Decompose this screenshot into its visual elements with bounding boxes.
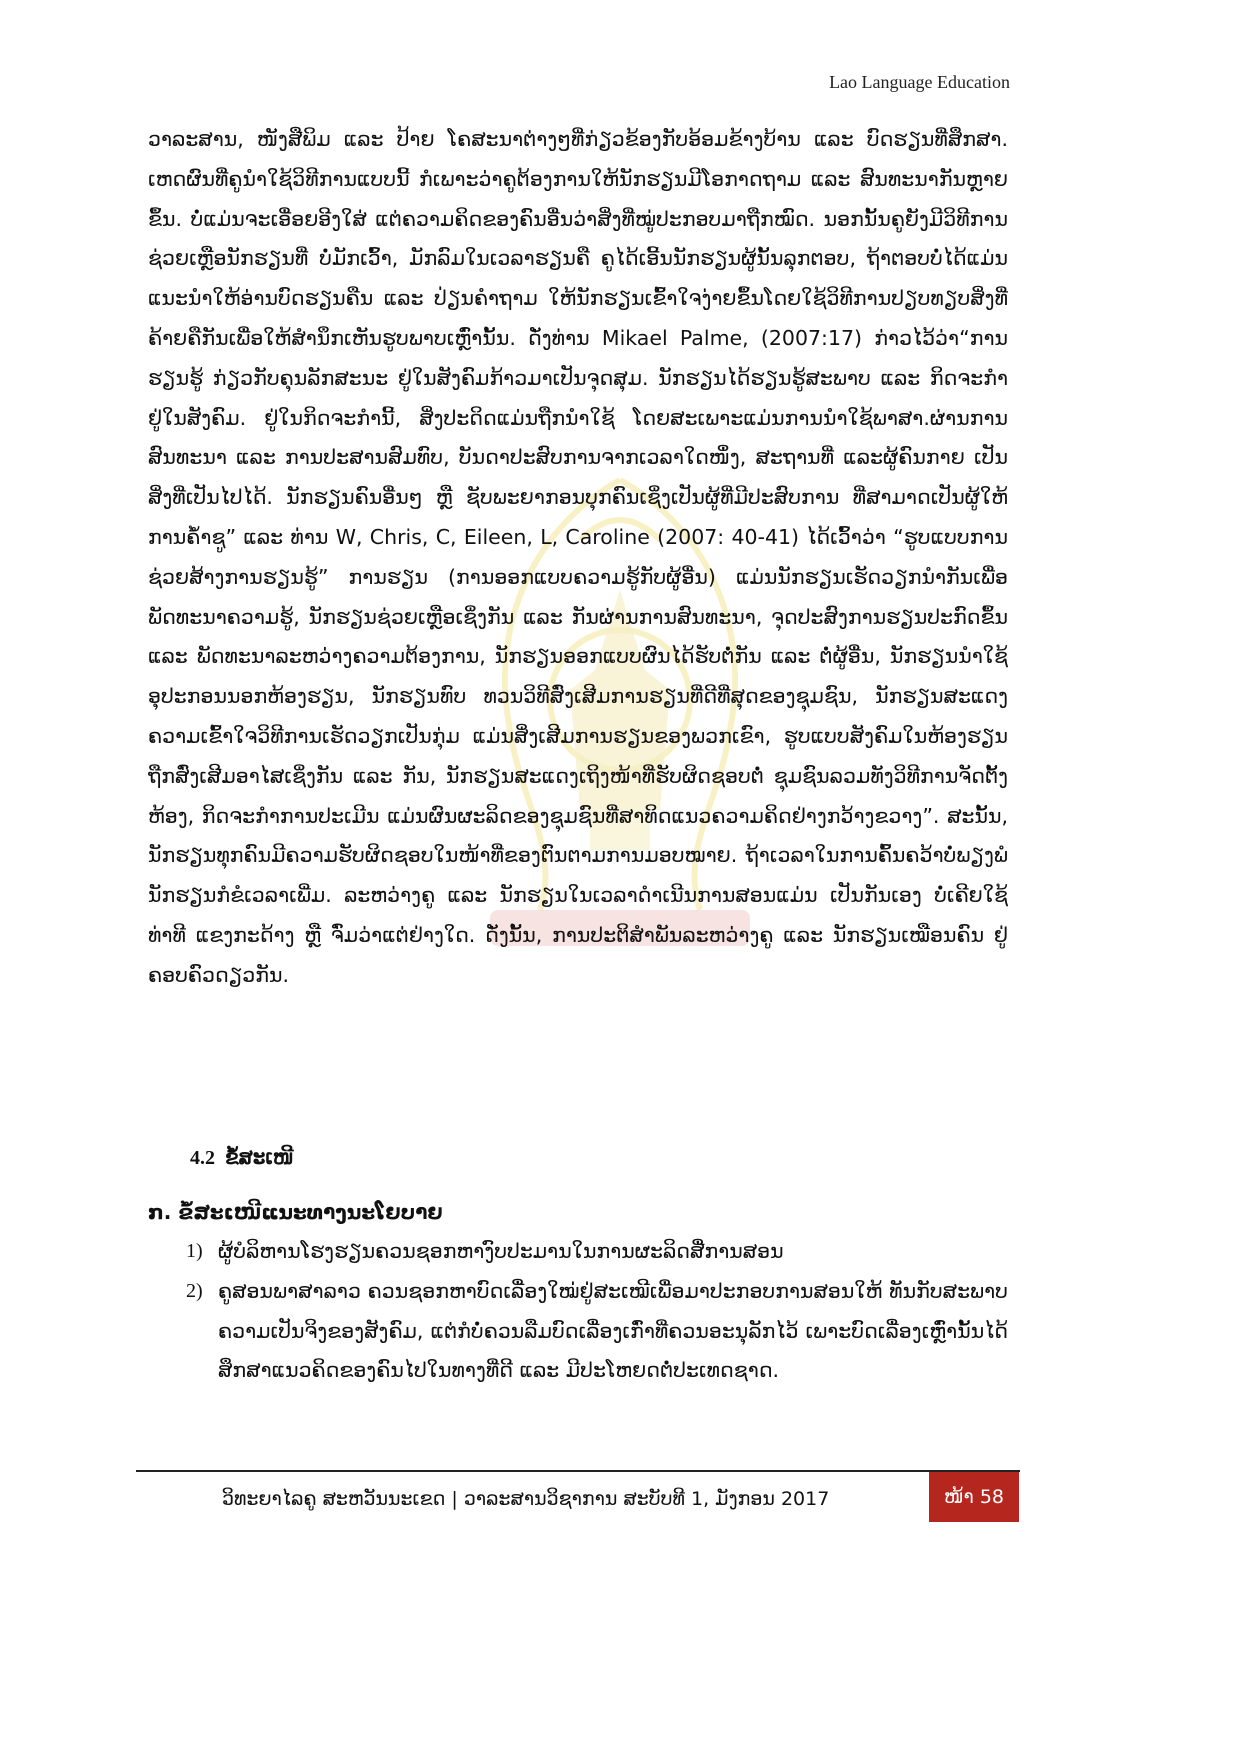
page-number-badge: ໜ້າ 58 — [929, 1472, 1019, 1522]
recommendation-list — [186, 1232, 1008, 1391]
recommendations-subheading: ກ. ຂໍ້ສະເໜີແນະທາງນະໂຍບາຍ — [148, 1200, 443, 1224]
running-head: Lao Language Education — [829, 72, 1010, 92]
section-title: ຂໍ້ສະເໜີ — [225, 1147, 294, 1169]
list-item-text: ຄູສອນພາສາລາວ ຄວນຊອກຫາບົດເລື່ອງໃໝ່ຢູ່ສະເໝີເພື່ອມາປະກອບການສອນໃຫ້ ທັນກັບສະພາບຄວາມເປັນຈິງຂອງສັງຄົມ, ແຕ່ກໍບໍ່ຄວນລືມບົດເລື່ອງເກົ່າທີ່ຄວນອະນຸລັກໄວ້ ເພາະບົດເລື່ອງເຫຼົ່ານັ້ນໄດ້ສຶກສາແນວຄິດຂອງຄົນໄປໃນທາງທີ່ດີ ແລະ ມີປະໂຫຍດຕໍ່ປະເທດຊາດ. — [218, 1278, 1008, 1383]
section-heading — [190, 1145, 293, 1170]
list-item — [186, 1232, 1008, 1272]
footer-divider — [136, 1470, 1020, 1472]
list-item — [186, 1272, 1008, 1391]
list-item-number: 1) — [186, 1240, 203, 1262]
body-paragraph-block — [148, 120, 1008, 996]
list-item-number: 2) — [186, 1279, 203, 1302]
list-item-text: ຜູ້ບໍລິຫານໂຮງຮຽນຄວນຊອກຫາງົບປະມານໃນການຜະລິດສື່ການສອນ — [218, 1239, 784, 1263]
body-paragraph: ວາລະສານ, ໜັງສືພິມ ແລະ ປ້າຍ ໂຄສະນາຕ່າງໆທີ່ກ່ຽວຂ້ອງກັບອ້ອມຂ້າງບ້ານ ແລະ ບົດຮຽນທີ່ສຶກສາ. ເຫດຜົນທີ່ຄູນຳໃຊ້ວິທີການແບບນີ້ ກໍເພາະວ່າຄູຕ້ອງການໃຫ້ນັກຮຽນມີໂອກາດຖາມ ແລະ ສົນທະນາກັນຫຼາຍຂຶ້ນ. ບໍ່ແມ່ນຈະເອື່ອຍອີງໃສ່ ແຕ່ຄວາມຄິດຂອງຄົນອື່ນວ່າສິ່ງທີ່ໝູ່ປະກອບມາຖືກໝົດ. ນອກນັ້ນຄູຍັງມີວິທີການຊ່ວຍເຫຼືອນັກຮຽນທີ່ ບໍ່ມັກເວົ້າ, ມັກລົມໃນເວລາຮຽນຄື ຄູໄດ້ເອີ້ນນັກຮຽນຜູ້ນັ້ນລຸກຕອບ, ຖ້າຕອບບໍ່ໄດ້ແມ່ນແນະນຳໃຫ້ອ່ານບົດຮຽນຄືນ ແລະ ປ່ຽນຄຳຖາມ ໃຫ້ນັກຮຽນເຂົ້າໃຈງ່າຍຂຶ້ນໂດຍໃຊ້ວິທີການປຽບທຽບສິ່ງທີ່ຄ້າຍຄືກັນເພື່ອໃຫ້ສຳນຶກເຫັນຮູບພາບເຫຼົ່ານັ້ນ. ດັ່ງທ່ານ Mikael Palme, (2007:17) ກ່າວໄວ້ວ່າ“ການຮຽນຮູ້ ກ່ຽວກັບຄຸນລັກສະນະ ຢູ່ໃນສັງຄົມກ້າວມາເປັນຈຸດສຸມ. ນັກຮຽນໄດ້ຮຽນຮູ້ສະພາບ ແລະ ກິດຈະກຳຢູ່ໃນສັງຄົມ. ຢູ່ໃນກິດຈະກຳນີ້, ສິ່ງປະດິດແມ່ນຖືກນຳໃຊ້ ໂດຍສະເພາະແມ່ນການນຳໃຊ້ພາສາ.ຜ່ານການສົນທະນາ ແລະ ການປະສານສົມທົບ, ບັນດາປະສົບການຈາກເວລາໃດໜຶ່ງ, ສະຖານທີ່ ແລະຜູ້ຄົນກາຍ ເປັນສິ່ງທີ່ເປັນໄປໄດ້. ນັກຮຽນຄົນອື່ນໆ ຫຼື ຊັບພະຍາກອນບຸກຄົນເຊິ່ງເປັນຜູ້ທີ່ມີປະສົບການ ທີ່ສາມາດເປັນຜູ້ໃຫ້ການຄ້ຳຊູ” ແລະ ທ່ານ W, Chris, C, Eileen, L, Caroline (2007: 40-41) ໄດ້ເວົ້າວ່າ “ຮູບແບບການຊ່ວຍສ້າງການຮຽນຮູ້” ການຮຽນ (ການອອກແບບຄວາມຮູ້ກັບຜູ້ອື່ນ) ແມ່ນນັກຮຽນເຮັດວຽກນຳກັນເພື່ອພັດທະນາຄວາມຮູ້, ນັກຮຽນຊ່ວຍເຫຼືອເຊິ່ງກັນ ແລະ ກັນຜ່ານການສົນທະນາ, ຈຸດປະສົງການຮຽນປະກົດຂຶ້ນ ແລະ ພັດທະນາລະຫວ່າງຄວາມຕ້ອງການ, ນັກຮຽນອອກແບບຜົນໄດ້ຮັບຕໍ່ກັນ ແລະ ຕໍ່ຜູ້ອື່ນ, ນັກຮຽນນຳໃຊ້ອຸປະກອນນອກຫ້ອງຮຽນ, ນັກຮຽນທົບ ທວນວິທີສົ່ງເສີມການຮຽນທີ່ດີທີ່ສຸດຂອງຊຸມຊົນ, ນັກຮຽນສະແດງຄວາມເຂົ້າໃຈວິທີການເຮັດວຽກເປັນກຸ່ມ ແມ່ນສິ່ງເສີມການຮຽນຂອງພວກເຂົາ, ຮູບແບບສັງຄົມໃນຫ້ອງຮຽນຖືກສົ່ງເສີມອາໄສເຊິ່ງກັນ ແລະ ກັນ, ນັກຮຽນສະແດງເຖິງໜ້າທີ່ຮັບຜິດຊອບຕໍ່ ຊຸມຊົນລວມທັງວິທີການຈັດຕັ້ງຫ້ອງ, ກິດຈະກຳການປະເມີນ ແມ່ນຜົນຜະລິດຂອງຊຸມຊົນທີ່ສາທິດແນວຄວາມຄິດຢ່າງກວ້າງຂວາງ”. ສະນັ້ນ, ນັກຮຽນທຸກຄົນມີຄວາມຮັບຜິດຊອບໃນໜ້າທີ່ຂອງຕົນຕາມການມອບໝາຍ. ຖ້າເວລາໃນການຄົ້ນຄວ້າບໍ່ພຽງພໍນັກຮຽນກໍຂໍເວລາເພີ່ມ. ລະຫວ່າງຄູ ແລະ ນັກຮຽນໃນເວລາດຳເນີນການສອນແມ່ນ ເປັນກັນເອງ ບໍ່ເຄີຍໃຊ້ທ່າທີ ແຂງກະດ້າງ ຫຼື ຈົ່ມວ່າແຕ່ຢ່າງໃດ. ດັ່ງນັ້ນ, ການປະຕິສຳພັນລະຫວ່າງຄູ ແລະ ນັກຮຽນເໝືອນຄົນ ຢູ່ຄອບຄົວດຽວກັນ. — [148, 127, 1008, 987]
section-number: 4.2 — [190, 1147, 215, 1169]
footer-citation: ວິທະຍາໄລຄູ ສະຫວັນນະເຂດ | ວາລະສານວິຊາການ ສະບັບທີ 1, ມັງກອນ 2017 — [222, 1488, 830, 1510]
